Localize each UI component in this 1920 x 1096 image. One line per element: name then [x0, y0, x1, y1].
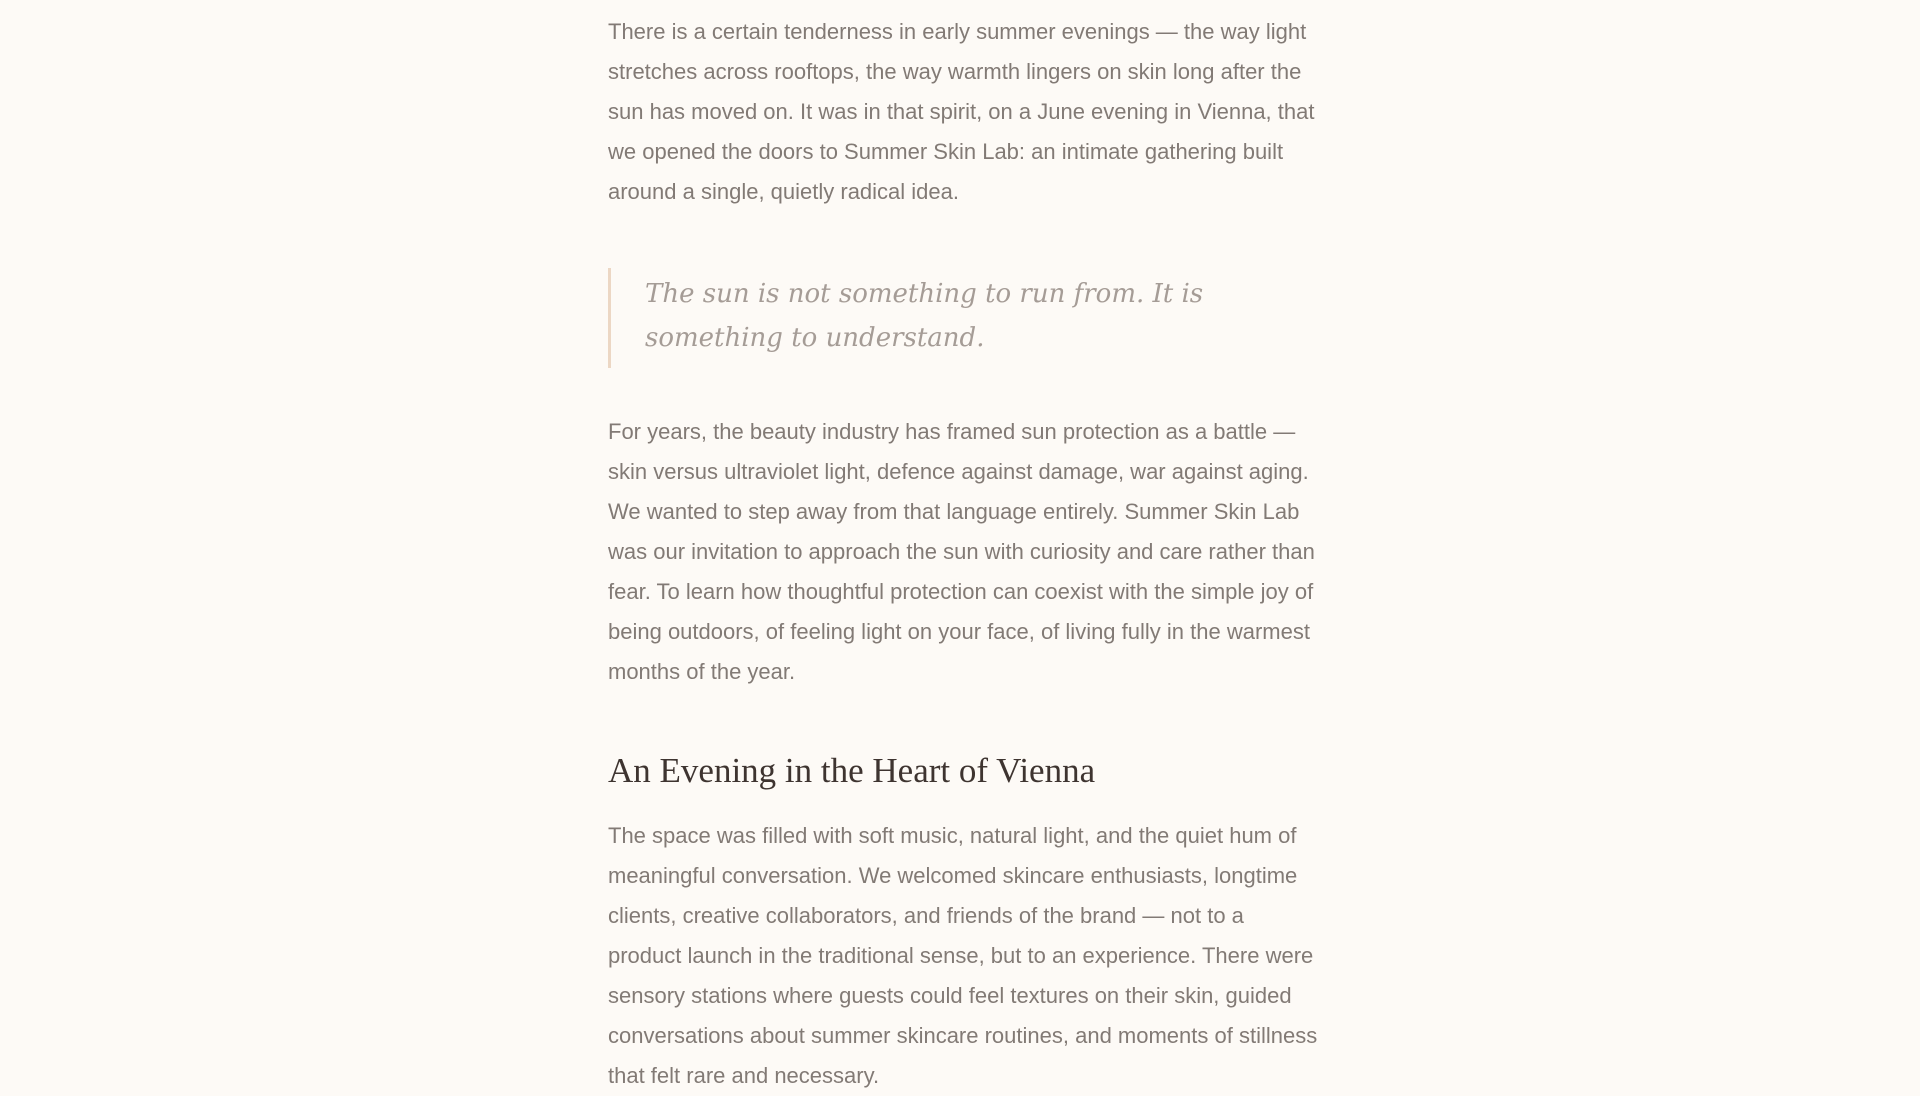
pull-quote-text: The sun is not something to run from. It is something to understand. [645, 279, 1204, 353]
third-paragraph: The space was filled with soft music, natural light, and the quiet hum of meaningful conversation. We welcomed skincare enthusiasts, longtime clients, creative collaborators, and friends of the brand — not to a product launch in the traditional sense, but to an experience. There were sensory stations where guests could feel textures on their skin, guided conversations about summer skincare routines, and moments of stillness that felt rare and necessary. [608, 823, 1318, 1088]
intro-paragraph: There is a certain tenderness in early summer evenings — the way light stretches across rooftops, the way warmth lingers on skin long after the sun has moved on. It was in that spirit, on a June evening in Vienna, that we opened the doors to Summer Skin Lab: an intimate gathering built around a single, quietly radical idea. [608, 19, 1315, 204]
section-heading: An Evening in the Heart of Vienna [608, 751, 1096, 790]
pull-quote [608, 268, 1305, 368]
second-paragraph: For years, the beauty industry has framed sun protection as a battle — skin versus ultraviolet light, defence against damage, war against aging. We wanted to step away from that language entirely. Summer Skin Lab was our invitation to approach the sun with curiosity and care rather than fear. To learn how thoughtful protection can coexist with the simple joy of being outdoors, of feeling light on your face, of living fully in the warmest months of the year. [608, 419, 1315, 684]
